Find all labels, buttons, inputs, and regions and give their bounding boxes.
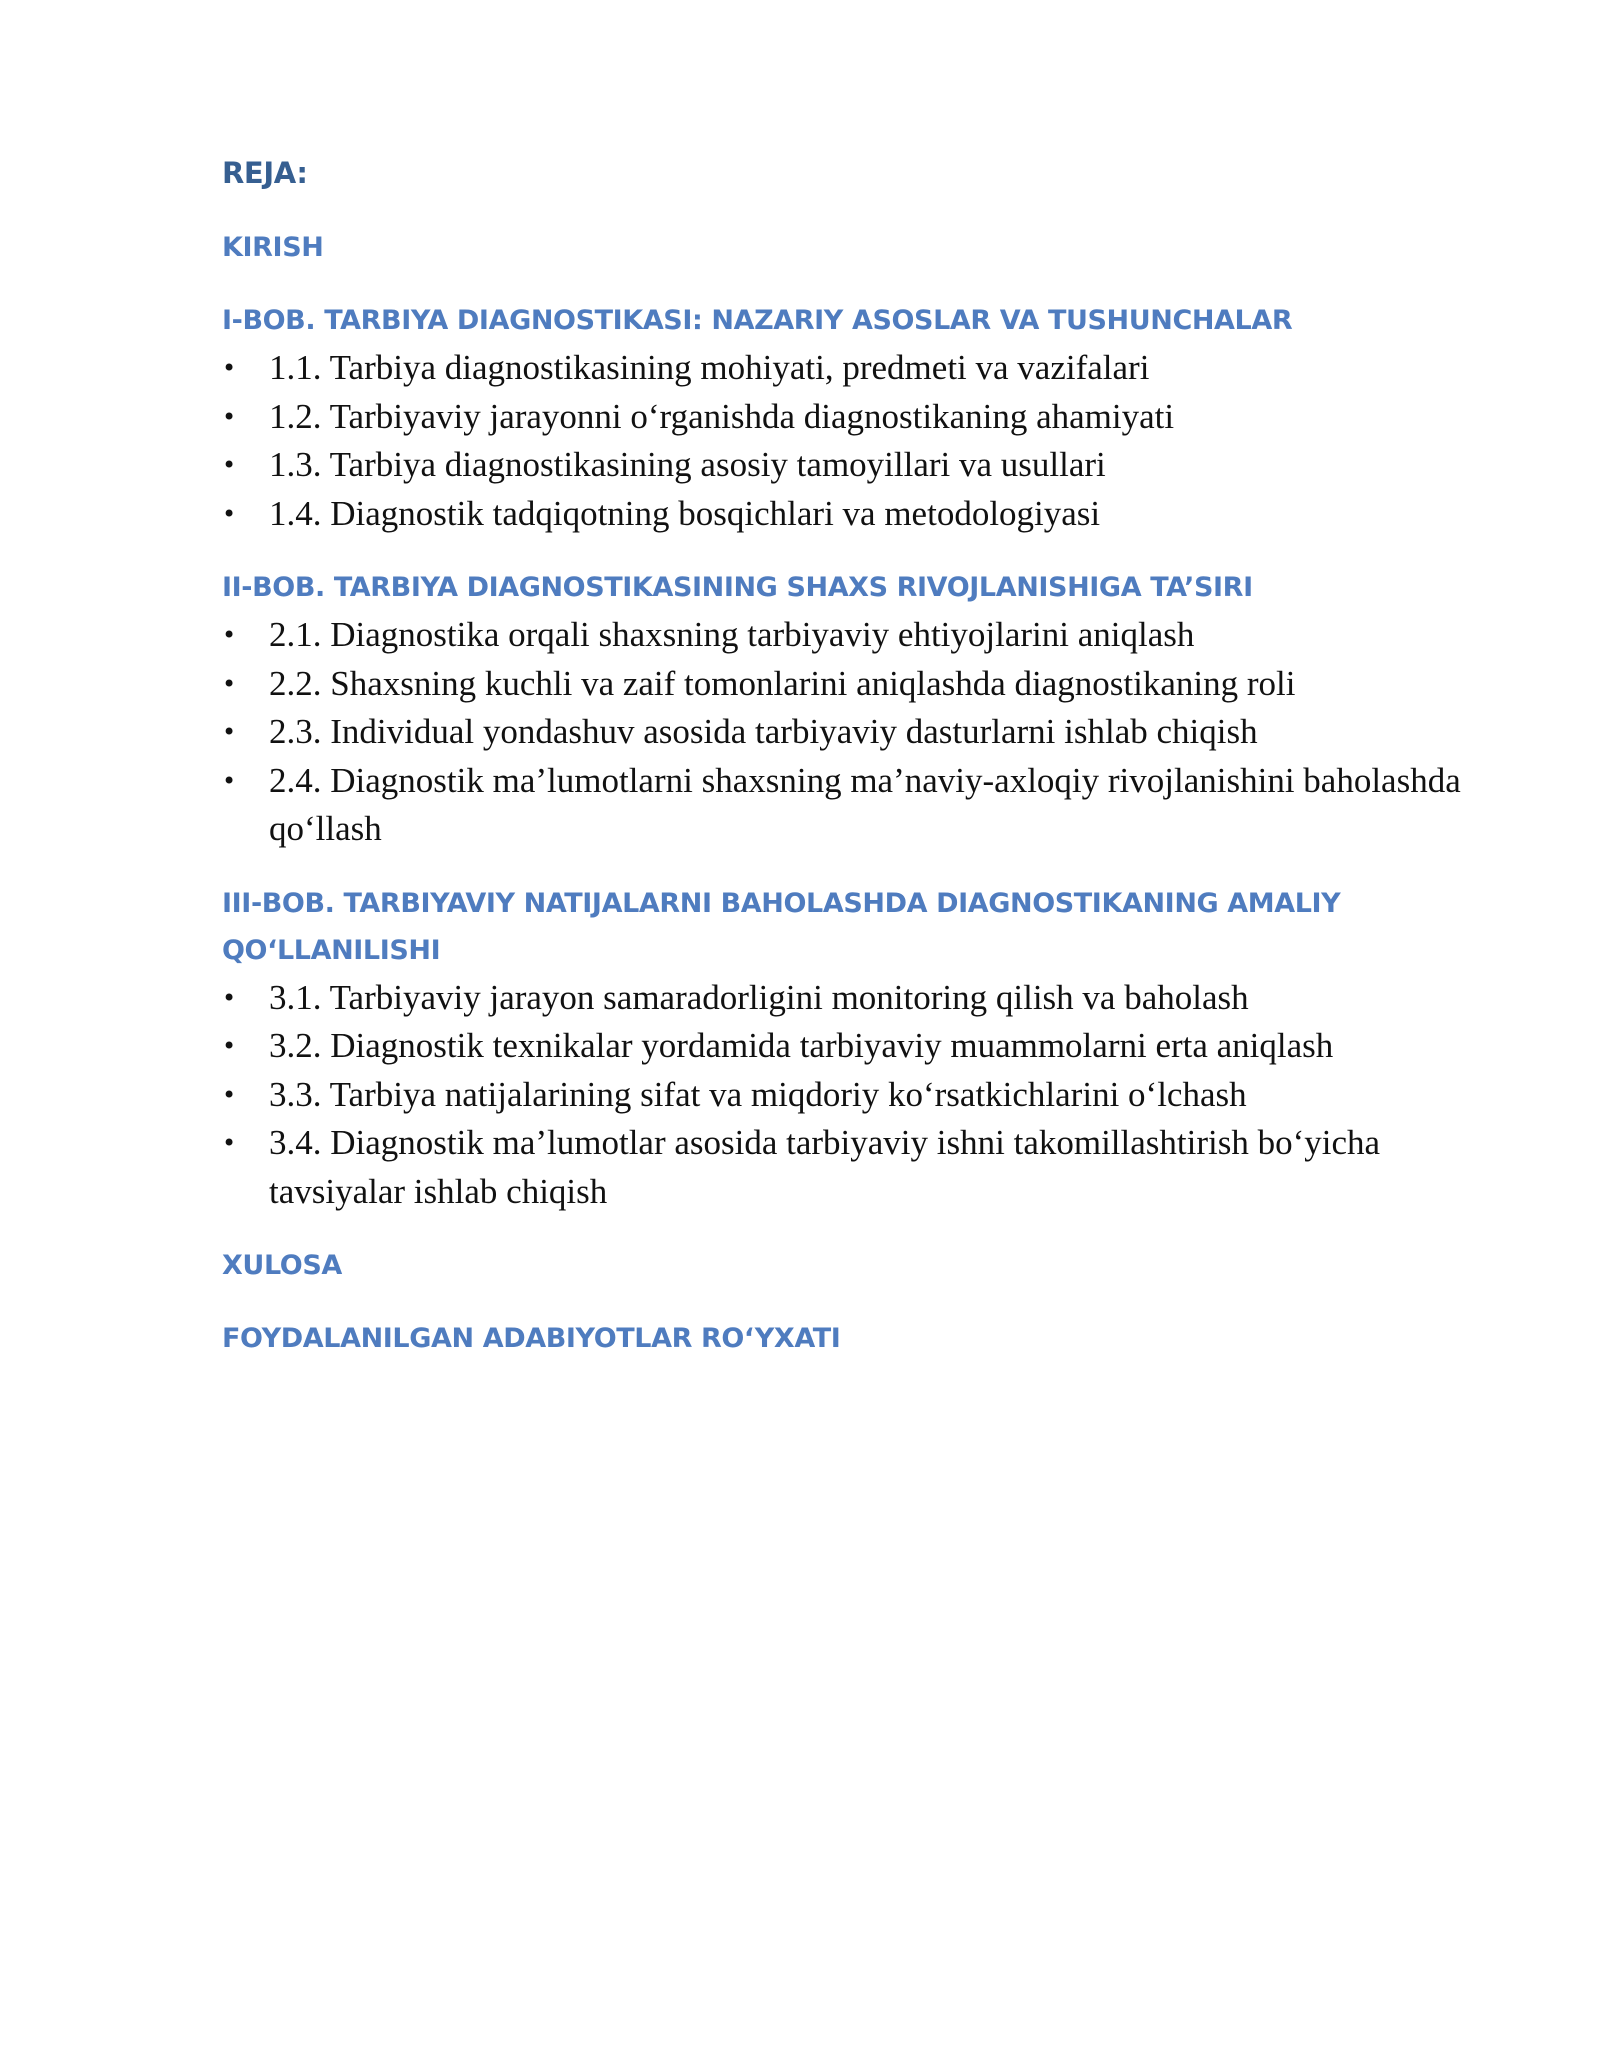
- chapter-heading-3: III-BOB. TARBIYAVIY NATIJALARNI BAHOLASHDA DIAGNOSTIKANING AMALIY QO‘LLANILISHI: [222, 887, 1341, 966]
- page-title: REJA:: [222, 156, 308, 190]
- list-item-text: 2.4. Diagnostik ma’lumotlarni shaxsning ma’naviy-axloqiy rivojlanishini baholashda qo‘llash: [269, 760, 1461, 848]
- list-item-text: 3.4. Diagnostik ma’lumotlar asosida tarbiyaviy ishni takomillashtirish bo‘yicha tavsiyalar ishlab chiqish: [269, 1123, 1381, 1211]
- list-item: [222, 441, 1462, 490]
- chapter-heading-2: II-BOB. TARBIYA DIAGNOSTIKASINING SHAXS RIVOJLANISHIGA TA’SIRI: [222, 572, 1253, 603]
- chapter-3-list: [222, 974, 1462, 1217]
- list-item: [222, 708, 1462, 757]
- list-item: [222, 757, 1462, 854]
- table-of-contents: [222, 150, 1462, 1362]
- list-item: [222, 393, 1462, 442]
- list-item: [222, 1071, 1462, 1120]
- list-item-text: 1.2. Tarbiyaviy jarayonni o‘rganishda diagnostikaning ahamiyati: [269, 396, 1175, 436]
- list-item: [222, 974, 1462, 1023]
- chapter-1-list: [222, 344, 1462, 538]
- bullet-icon: •: [222, 451, 237, 479]
- section-heading-references: FOYDALANILGAN ADABIYOTLAR RO‘YXATI: [222, 1323, 841, 1354]
- list-item: [222, 611, 1462, 660]
- list-item: [222, 660, 1462, 709]
- list-item-text: 1.3. Tarbiya diagnostikasining asosiy tamoyillari va usullari: [269, 445, 1106, 484]
- list-item: [222, 1022, 1462, 1071]
- list-item: [222, 490, 1462, 539]
- bullet-icon: •: [222, 402, 237, 431]
- section-heading-conclusion: XULOSA: [222, 1250, 342, 1281]
- bullet-icon: •: [222, 983, 237, 1012]
- section-heading-intro: KIRISH: [222, 232, 324, 263]
- bullet-icon: •: [222, 1080, 237, 1109]
- list-item-text: 2.2. Shaxsning kuchli va zaif tomonlarini aniqlashda diagnostikaning roli: [269, 663, 1296, 703]
- bullet-icon: •: [222, 1032, 237, 1060]
- chapter-heading-1: I-BOB. TARBIYA DIAGNOSTIKASI: NAZARIY ASOSLAR VA TUSHUNCHALAR: [222, 305, 1293, 336]
- list-item-text: 3.1. Tarbiyaviy jarayon samaradorligini monitoring qilish va baholash: [269, 977, 1249, 1017]
- list-item-text: 3.2. Diagnostik texnikalar yordamida tarbiyaviy muammolarni erta aniqlash: [269, 1026, 1334, 1065]
- list-item-text: 3.3. Tarbiya natijalarining sifat va miqdoriy ko‘rsatkichlarini o‘lchash: [269, 1074, 1247, 1114]
- bullet-icon: •: [222, 499, 237, 528]
- bullet-icon: •: [222, 1129, 237, 1157]
- list-item-text: 1.1. Tarbiya diagnostikasining mohiyati, predmeti va vazifalari: [269, 348, 1150, 387]
- bullet-icon: •: [222, 354, 237, 382]
- list-item-text: 1.4. Diagnostik tadqiqotning bosqichlari va metodologiyasi: [269, 493, 1101, 533]
- bullet-icon: •: [222, 718, 237, 746]
- bullet-icon: •: [222, 621, 237, 649]
- list-item: [222, 344, 1462, 393]
- bullet-icon: •: [222, 669, 237, 698]
- chapter-2-list: [222, 611, 1462, 854]
- bullet-icon: •: [222, 766, 237, 795]
- list-item-text: 2.3. Individual yondashuv asosida tarbiyaviy dasturlarni ishlab chiqish: [269, 712, 1258, 751]
- list-item-text: 2.1. Diagnostika orqali shaxsning tarbiyaviy ehtiyojlarini aniqlash: [269, 615, 1195, 654]
- list-item: [222, 1119, 1462, 1216]
